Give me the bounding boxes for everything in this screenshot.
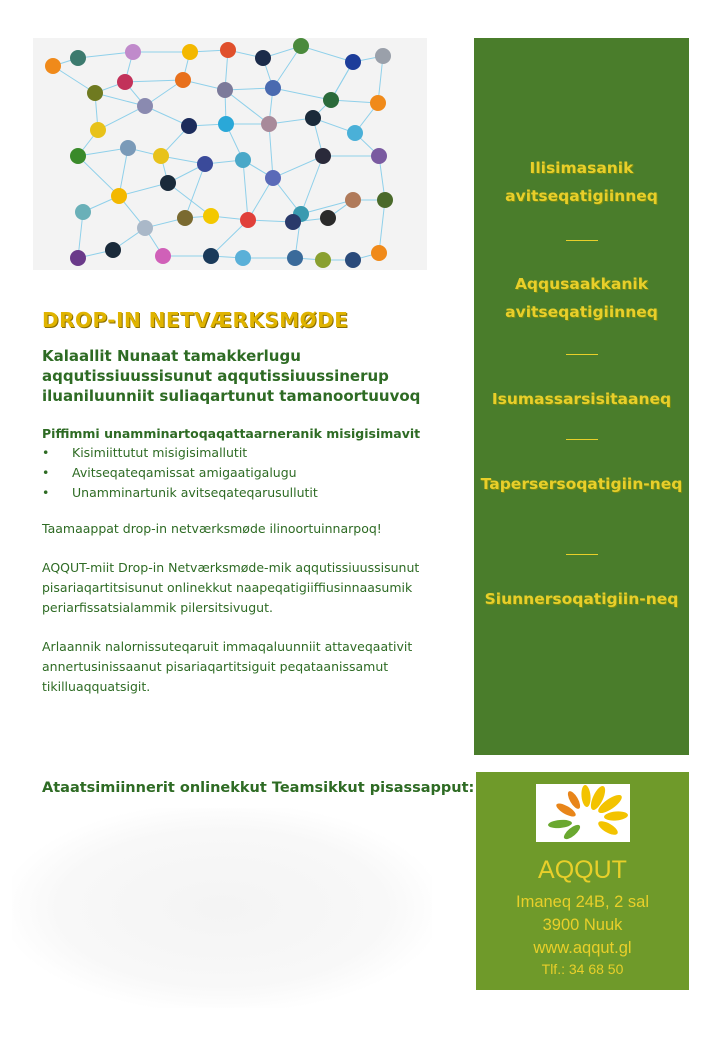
topic-experience-sharing: Aqqusaakkanik avitseqatigiinneq (505, 275, 658, 321)
topic-knowledge-sharing: Ilisimasanik avitseqatigiinneq (505, 159, 658, 205)
phone-number: Tlf.: 34 68 50 (541, 961, 624, 977)
people-network-image (33, 38, 427, 270)
benefits-title: Piffimmi unamminartoqaqattaarneranik misigisimavit (42, 426, 421, 441)
topic-separator (566, 240, 598, 241)
topic-separator (566, 554, 598, 555)
city: 3900 Nuuk (542, 916, 623, 934)
topic-mutual-guidance: Siunnersoqatigiin-neq (484, 590, 679, 608)
list-item (42, 446, 318, 466)
invitation-paragraph: Arlaannik nalornissuteqaruit immaqaluunniit attaveqaativit annertusinissaanut pisariaqartitsiguit peqataanissamut tikilluaqquatsigit. (42, 639, 413, 694)
contact-box (476, 772, 689, 990)
list-item-text: Kisimiittutut misigisimallutit (72, 445, 248, 460)
org-name: AQQUT (538, 856, 627, 884)
topic-mutual-support: Tapersersoqatigiin-neq (480, 475, 683, 493)
description-paragraph: AQQUT-miit Drop-in Netværksmøde-mik aqqutissiuussisunut pisariaqartitsisunut onlinekkut naapeqatigiiffiusinnaasumik periarfissatsialammik pilersitsivugut. (42, 560, 420, 615)
benefits-list (42, 446, 318, 506)
list-item-text: Unamminartunik avitseqateqarusullutit (72, 485, 318, 500)
intro-paragraph: Taamaappat drop-in netværksmøde ilinoortuinnarpoq! (42, 521, 382, 536)
topic-inspiration: Isumassarsisitaaneq (491, 390, 672, 408)
bullet-icon: • (42, 445, 50, 460)
bullet-icon: • (42, 485, 50, 500)
topic-separator (566, 354, 598, 355)
list-item-text: Avitseqateqamissat amigaatigalugu (72, 465, 297, 480)
headline: DROP-IN NETVÆRKSMØDE (42, 308, 349, 332)
list-item (42, 486, 318, 506)
address: Imaneq 24B, 2 sal (516, 893, 649, 911)
subheading: Kalaallit Nunaat tamakkerlugu aqqutissiuussisunut aqqutissiuussinerup iluaniluunniit suliaqartunut tamanoortuuvoq (42, 347, 421, 405)
aqqut-flower-logo-icon (536, 784, 630, 842)
bullet-icon: • (42, 465, 50, 480)
teams-title: Ataatsimiinnerit onlinekkut Teamsikkut pisassapput: (42, 780, 475, 796)
teams-schedule-area (12, 808, 432, 1008)
topics-panel (474, 38, 689, 755)
website-link[interactable]: www.aqqut.gl (533, 939, 632, 957)
list-item (42, 466, 318, 486)
topic-separator (566, 439, 598, 440)
